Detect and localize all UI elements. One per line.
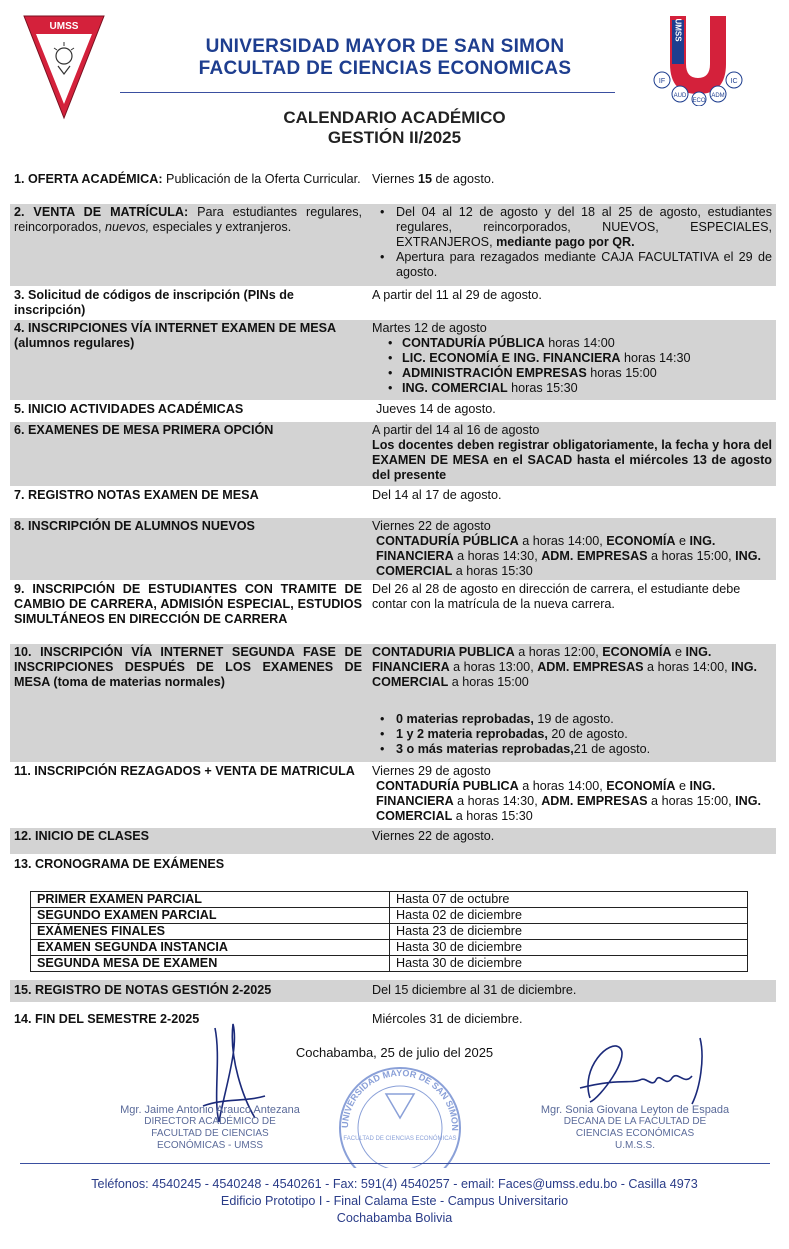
item-title: 10. INSCRIPCIÓN VÍA INTERNET SEGUNDA FASE DE INSCRIPCIONES DESPUÉS DE LOS EXAMENES DE MESA [14, 645, 362, 689]
university-heading [120, 36, 650, 80]
career-schedule: CONTADURÍA PÚBLICA a horas 14:00, ECONOMÍA e ING. FINANCIERA a horas 14:30, ADM. EMPRESAS a horas 15:00, ING. COMERCIAL a horas 15:30 [376, 534, 761, 578]
place-date: Cochabamba, 25 de julio del 2025 [295, 1045, 494, 1060]
right-signatory [540, 1104, 730, 1152]
item-value: Jueves 14 de agosto. [376, 402, 496, 416]
item-title: 2. VENTA DE MATRÍCULA: [14, 205, 189, 219]
item-value: A partir del 14 al 16 de agosto [372, 423, 540, 437]
list-item [372, 336, 772, 351]
svg-text:IC: IC [730, 78, 738, 85]
list-item [372, 205, 772, 250]
exam-name: PRIMER EXAMEN PARCIAL [31, 892, 390, 908]
footer-phones-email: Teléfonos: 4540245 - 4540248 - 4540261 - Fax: 591(4) 4540257 - email: Faces@umss.edu.bo - Casilla 4973 [91, 1177, 698, 1191]
career-name: CONTADURÍA PÚBLICA [402, 336, 545, 350]
career-name: ADMINISTRACIÓN EMPRESAS [402, 366, 587, 380]
table-row [31, 924, 748, 940]
signatory-role: DIRECTOR ACADÉMICO DE [144, 1116, 276, 1127]
career-name: LIC. ECONOMÍA E ING. FINANCIERA [402, 351, 621, 365]
bullet-list [372, 205, 772, 280]
footer-address: Edificio Prototipo I - Final Calama Este - Campus Universitario [220, 1194, 569, 1208]
footer-city: Cochabamba Bolivia [336, 1211, 453, 1225]
footer-divider [20, 1163, 770, 1164]
item-title: 4. INSCRIPCIONES VÍA INTERNET EXAMEN DE MESA (alumnos regulares) [14, 321, 336, 350]
list-item [372, 366, 772, 381]
list-item: • 1 y 2 materia reprobadas, 20 de agosto. [372, 727, 772, 742]
item-title: 14. FIN DEL SEMESTRE 2-2025 [14, 1012, 200, 1026]
item-title: 3. Solicitud de códigos de inscripción (PINs de inscripción) [14, 288, 294, 317]
item-registro-notas-mesa [10, 487, 776, 517]
calendar-title [0, 108, 789, 148]
svg-text:FCE: FCE [690, 39, 705, 65]
item-title: 1. OFERTA ACADÉMICA: [14, 172, 163, 186]
university-name: UNIVERSIDAD MAYOR DE SAN SIMON [205, 36, 565, 57]
svg-text:UMSS: UMSS [673, 18, 683, 42]
item-desc-end: especiales y extranjeros. [149, 220, 292, 234]
list-item [372, 250, 772, 280]
item-value: Miércoles 31 de diciembre. [372, 1012, 523, 1026]
item-rezagados [10, 763, 776, 827]
table-row [31, 908, 748, 924]
bullet-text: Apertura para rezagados mediante CAJA FACULTATIVA el 29 de agosto. [396, 250, 772, 279]
item-registro-notas-gestion [10, 980, 776, 1002]
bullet-list [372, 712, 772, 757]
svg-text:ADM: ADM [711, 93, 725, 99]
svg-text:FACULTAD DE CIENCIAS ECONÓMICA: FACULTAD DE CIENCIAS ECONÓMICAS [343, 1136, 457, 1142]
item-examenes-mesa [10, 422, 776, 486]
item-title: 9. INSCRIPCIÓN DE ESTUDIANTES CON TRAMITE DE CAMBIO DE CARRERA, ADMISIÓN ESPECIAL, ESTUDIOS SIMULTÁNEOS EN DIRECCIÓN DE CARRERA [14, 582, 362, 626]
item-value: Viernes 22 de agosto [372, 519, 491, 533]
exam-date: Hasta 30 de diciembre [390, 956, 748, 972]
item-value-bold: 15 [417, 172, 432, 186]
svg-text:UMSS: UMSS [49, 21, 79, 32]
item-title: 11. INSCRIPCIÓN REZAGADOS + VENTA DE MATRICULA [14, 764, 355, 778]
item-value: Viernes 29 de agosto [372, 764, 491, 778]
item-inicio-actividades [10, 401, 776, 421]
item-title-note: (toma de materias normales) [49, 675, 225, 689]
signatory-institution: U.M.S.S. [614, 1140, 655, 1151]
svg-text:ECO: ECO [692, 98, 706, 104]
item-title: 5. INICIO ACTIVIDADES ACADÉMICAS [14, 402, 244, 416]
item-cambio-carrera [10, 581, 776, 643]
career-time: horas 15:00 [586, 366, 657, 380]
table-row [31, 940, 748, 956]
exam-name: SEGUNDA MESA DE EXAMEN [31, 956, 390, 972]
item-note: Los docentes deben registrar obligatoriamente, la fecha y hora del EXAMEN DE MESA en el SACAD hasta el miércoles 13 de agosto del presente [372, 438, 772, 482]
item-value-end: de agosto. [432, 172, 495, 186]
item-oferta-academica [10, 171, 776, 203]
document-title: CALENDARIO ACADÉMICO [283, 108, 506, 127]
table-row [31, 892, 748, 908]
svg-text:UNIVERSIDAD MAYOR DE SAN SIMON: UNIVERSIDAD MAYOR DE SAN SIMON [339, 1067, 461, 1131]
exam-schedule-table [30, 891, 748, 972]
exam-name: SEGUNDO EXAMEN PARCIAL [31, 908, 390, 924]
list-item: • 3 o más materias reprobadas,21 de agosto. [372, 742, 772, 757]
item-fin-semestre [10, 1011, 776, 1029]
item-codigos-inscripcion [10, 287, 776, 319]
bullet-text: Del 04 al 12 de agosto y del 18 al 25 de agosto, estudiantes regulares, reincorporados, NUEVOS, ESPECIALES, EXTRANJEROS, [396, 205, 772, 249]
item-title: 7. REGISTRO NOTAS EXAMEN DE MESA [14, 488, 259, 502]
career-schedule: CONTADURIA PUBLICA a horas 12:00, ECONOMÍA e ING. FINANCIERA a horas 13:00, ADM. EMPRESAS a horas 14:00, ING. COMERCIAL a horas 15:00 [372, 645, 757, 689]
table-row [31, 956, 748, 972]
svg-text:AUD: AUD [673, 93, 687, 99]
footer-contact [0, 1176, 789, 1227]
exam-date: Hasta 02 de diciembre [390, 908, 748, 924]
bullet-text-bold: mediante pago por QR. [496, 235, 635, 249]
item-value: Viernes [372, 172, 418, 186]
umss-logo [22, 12, 106, 122]
exam-name: EXAMEN SEGUNDA INSTANCIA [31, 940, 390, 956]
item-value: Del 14 al 17 de agosto. [372, 488, 502, 502]
item-value: Del 26 al 28 de agosto en dirección de carrera, el estudiante debe contar con la matrícula de la nueva carrera. [372, 582, 741, 611]
exam-date: Hasta 07 de octubre [390, 892, 748, 908]
list-item [372, 381, 772, 396]
career-time: horas 14:00 [544, 336, 615, 350]
item-desc-italic: nuevos, [105, 220, 150, 234]
item-desc: Para estudiantes regulares, reincorporados, [14, 205, 362, 234]
exam-date: Hasta 23 de diciembre [390, 924, 748, 940]
fce-logo [648, 14, 748, 106]
item-title: 13. CRONOGRAMA DE EXÁMENES [14, 857, 225, 871]
item-inscripciones-examen-mesa [10, 320, 776, 400]
career-time: horas 14:30 [620, 351, 691, 365]
exam-name: EXÁMENES FINALES [31, 924, 390, 940]
signatory-name: Mgr. Jaime Antonio Arauco Antezana [120, 1104, 300, 1116]
item-inicio-clases [10, 828, 776, 854]
signatory-role: DECANA DE LA FACULTAD DE CIENCIAS ECONÓMICAS [563, 1116, 707, 1139]
list-item [372, 351, 772, 366]
exam-date: Hasta 30 de diciembre [390, 940, 748, 956]
signatory-faculty: FACULTAD DE CIENCIAS ECONÓMICAS - UMSS [151, 1128, 269, 1151]
item-title: 8. INSCRIPCIÓN DE ALUMNOS NUEVOS [14, 519, 255, 533]
item-value: Martes 12 de agosto [372, 321, 487, 335]
document-subtitle: GESTIÓN II/2025 [327, 128, 462, 147]
item-value: Viernes 22 de agosto. [372, 829, 495, 843]
item-segunda-fase [10, 644, 776, 762]
career-time: horas 15:30 [507, 381, 578, 395]
list-item: • 0 materias reprobadas, 19 de agosto. [372, 712, 772, 727]
career-name: ING. COMERCIAL [402, 381, 508, 395]
item-title: 15. REGISTRO DE NOTAS GESTIÓN 2-2025 [14, 983, 272, 997]
faculty-stamp [330, 1058, 470, 1168]
item-title: 12. INICIO DE CLASES [14, 829, 150, 843]
item-venta-matricula [10, 204, 776, 286]
item-title: 6. EXAMENES DE MESA PRIMERA OPCIÓN [14, 423, 274, 437]
item-value: Del 15 diciembre al 31 de diciembre. [372, 983, 577, 997]
left-signatory [120, 1104, 300, 1152]
svg-text:IF: IF [658, 78, 666, 85]
career-schedule: CONTADURÍA PUBLICA a horas 14:00, ECONOMÍA e ING. FINANCIERA a horas 14:30, ADM. EMPRESAS a horas 15:00, ING. COMERCIAL a horas 15:30 [376, 779, 761, 823]
faculty-name: FACULTAD DE CIENCIAS ECONOMICAS [198, 58, 572, 79]
item-value: A partir del 11 al 29 de agosto. [372, 288, 542, 302]
right-signature [560, 1028, 720, 1108]
item-desc: Publicación de la Oferta Curricular. [162, 172, 361, 186]
signatory-name: Mgr. Sonia Giovana Leyton de Espada [540, 1104, 730, 1116]
item-cronograma [10, 856, 776, 874]
bullet-list [372, 336, 772, 396]
item-inscripcion-nuevos [10, 518, 776, 580]
header-divider [120, 92, 615, 93]
